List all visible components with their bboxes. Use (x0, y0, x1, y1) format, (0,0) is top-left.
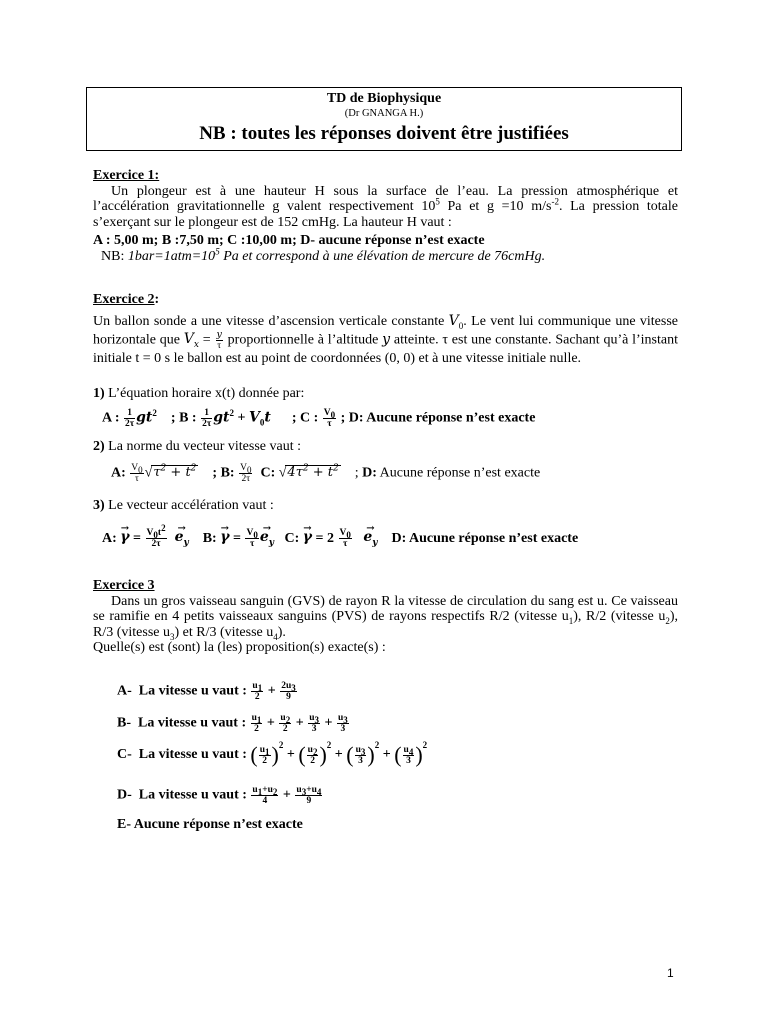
exercise-2-title (93, 292, 678, 308)
note-text-b: Pa et correspond à une élévation de mercure de 76cmHg. (219, 248, 546, 264)
option-d-label: La vitesse u vaut : (138, 787, 247, 803)
q1-answer-d: D: Aucune réponse n’est exacte (348, 410, 536, 426)
ex1-text-c: . La pression totale s’exerçant sur le plongeur est de 152 cmHg. La hauteur H vaut : (93, 199, 679, 230)
option-b: B- La vitesse u vaut : $\frac{u_1}{2}$ + $\frac{u_2}{2}$ + $\frac{u_3}{3}$ + $\frac{u_3}{3}$ (117, 713, 348, 734)
ex1-exp-a: 5 (435, 196, 440, 207)
note-exp: 5 (215, 245, 220, 256)
option-c-label: La vitesse u vaut : (138, 747, 247, 763)
exercise-2-statement: Un ballon sonde a une vitesse d’ascension verticale constante $V_0$. Le vent lui communique une vitesse horizontale que $V_x$ = $\frac{y}{\tau}$ proportionnelle à l’altitude y atteinte. τ est une constante. Sachant qu’à l’instant initiale t = 0 s le ballon est au point de coordonnées (0, 0) et à une vitesse initiale nulle. (93, 312, 679, 366)
option-a-label: La vitesse u vaut : (138, 683, 247, 699)
question-2 (93, 439, 678, 484)
ex3-text: Dans un gros vaisseau sanguin (GVS) de rayon R la vitesse de circulation du sang est u. Ce vaisseau se ramifie en 4 petits vaisseaux sanguins (PVS) de rayons respectifs R/2 (vitesse u (93, 593, 678, 624)
q2-answer-d: Aucune réponse n’est exacte (376, 465, 541, 481)
exercise-3-title: Exercice 3 (93, 578, 155, 593)
exercise-3 (93, 578, 678, 656)
exercise-3-question: Quelle(s) est (sont) la (les) proposition(s) exacte(s) : (93, 640, 386, 655)
exercise-1-note (93, 245, 678, 265)
option-b-label: La vitesse u vaut : (138, 715, 247, 731)
ex2-intro-d: atteinte. τ est une constante. Sachant qu’à l’instant initiale t = 0 s le ballon est au point de coordonnées (0, 0) et à une vitesse initiale nulle. (93, 332, 678, 366)
exercise-2-title-text: Exercice 2 (93, 292, 155, 307)
header-box (86, 87, 682, 151)
exercise-1-statement (93, 184, 678, 231)
option-a: A- La vitesse u vaut : $\frac{u_1}{2}$ + $\frac{2u_3}{9}$ (117, 681, 296, 702)
option-c: C- La vitesse u vaut : ( $\frac{u_1}{2}$ )$^2$ + ( $\frac{u_2}{2}$ )$^2$ + ( $\frac{u_3}{3}$ )$^2$ + ( $\frac{u_4}{3}$ )$^2$ (117, 740, 428, 767)
exercise-3-statement: Dans un gros vaisseau sanguin (GVS) de rayon R la vitesse de circulation du sang est u. Ce vaisseau se ramifie en 4 petits vaisseaux sanguins (PVS) de rayons respectifs R/2 (vitesse $u_1$), R/2 (vitesse $u_2$), R/3 (vitesse $u_3$) et R/3 (vitesse $u_4$). (93, 593, 678, 642)
author: (Dr GNANGA H.) (344, 108, 424, 119)
option-e: E- Aucune réponse n’est exacte (117, 817, 303, 832)
question-1-answers: A : $\frac{1}{2\tau}$ $gt^2$ ; B : $\frac{1}{2\tau}$ $gt^2 + V_0t$ ; C : $\frac{V_0}{\tau}$ ; D: Aucune réponse n’est exacte (102, 407, 536, 429)
document-title: TD de Biophysique (326, 91, 442, 106)
ex1-text-a: Un plongeur est à une hauteur H sous la surface de l’eau. La pression atmosphérique et l’accélération gravitationnelle g valent respectivement 10 (93, 183, 678, 214)
question-3-text: 3) Le vecteur accélération vaut : (93, 498, 274, 513)
exercise-2 (93, 292, 678, 367)
question-2-label: La norme du vecteur vitesse vaut : (104, 439, 301, 454)
exercise-1-answers: A : 5,00 m; B :7,50 m; C :10,00 m; D- aucune réponse n’est exacte (93, 233, 485, 248)
question-3-answers: A: → γ = $\frac{V_0t^2}{2\tau}$ → $e_y$ B: → γ = $\frac{V_0}{\tau}$ → $e_y$ C: → γ = 2 $\frac{V_0}{\tau}$ → $e_y$ D: Aucune réponse n’est exacte (93, 528, 678, 549)
title-colon: : (154, 292, 160, 307)
question-3 (93, 498, 678, 549)
question-2-answers: A: $\frac{V_0}{\tau}$ $√\tau^2 + t^2$ ; B: $\frac{V_0}{2\tau}$ C: $√4\tau^2 + t^2$ ; D: Aucune réponse n’est exacte (111, 462, 541, 484)
ex2-intro-a: Un ballon sonde a une vitesse d’ascension verticale constante (93, 313, 449, 329)
question-3-label: Le vecteur accélération vaut : (104, 498, 274, 513)
ex1-exp-b: -2 (551, 196, 559, 207)
ex2-intro-b: . Le vent lui communique une vitesse horizontale que (93, 313, 679, 348)
ex1-text-b: Pa et g =10 m/s (439, 199, 552, 214)
note-text-a: 1bar=1atm=10 (127, 248, 216, 264)
exercise-1 (93, 168, 678, 264)
question-1-text: 1) L’équation horaire x(t) donnée par: (93, 386, 305, 401)
question-2-text: 2) La norme du vecteur vitesse vaut : (93, 439, 301, 454)
exercise-1-title: Exercice 1: (93, 168, 160, 183)
nb-notice: NB : toutes les réponses doivent être justifiées (199, 123, 569, 144)
ex2-intro-c: proportionnelle à l’altitude (223, 332, 383, 348)
page-number: 1 (667, 966, 674, 980)
q3-answer-d: D: Aucune réponse n’est exacte (391, 530, 579, 546)
note-label: NB: (101, 248, 128, 264)
question-1 (93, 386, 678, 429)
question-1-label: L’équation horaire x(t) donnée par: (104, 386, 305, 401)
option-d: D- La vitesse u vaut : $\frac{u_1+u_2}{4}$ + $\frac{u_3+u_4}{9}$ (117, 785, 322, 806)
